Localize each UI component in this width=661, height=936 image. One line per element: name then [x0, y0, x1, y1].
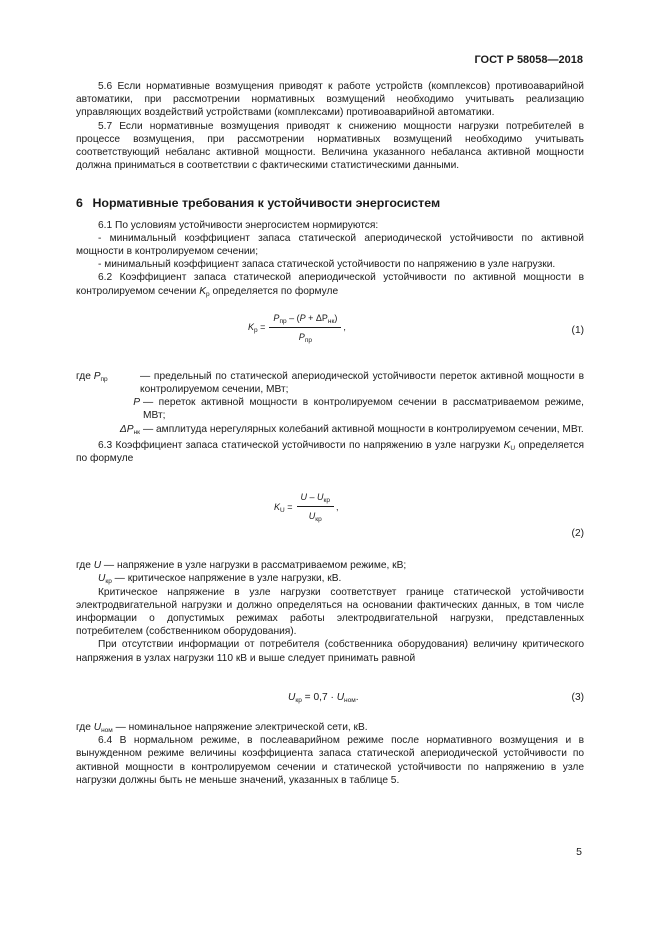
definition-p-pr: где $P_{пр}$ — предельный по статической апериодической устойчивости переток активной мощности в контролируемом сечении, МВт; [76, 370, 584, 396]
section-6-title: Нормативные требования к устойчивости энергосистем [92, 196, 441, 211]
equation-1-denominator: $P_{пр}$ [298, 332, 312, 345]
equation-1-comma: , [343, 322, 346, 333]
equation-1-number: (1) [571, 324, 584, 336]
equation-1-lhs: $K_р$ = [248, 322, 266, 335]
equation-1 [76, 312, 584, 358]
definition-dp-nk-text: — амплитуда нерегулярных колебаний активной мощности в контролируемом сечении, МВт. [143, 423, 584, 435]
where-block-1 [76, 370, 584, 436]
doc-header-code: ГОСТ Р 58058—2018 [474, 54, 583, 66]
paragraph-6-2-text: 6.2 Коэффициент запаса статической апериодической устойчивости по активной мощности в контролируемом сечении [76, 272, 584, 297]
equation-1-fraction [269, 312, 341, 344]
paragraph-6-3: 6.3 Коэффициент запаса статической устойчивости по напряжению в узле нагрузки $K_U$ определяется по формуле [76, 439, 585, 465]
section-6-heading [76, 197, 584, 210]
equation-3-body: $U_{кр} = 0,7 \cdot U_{ном}$. [288, 691, 359, 704]
equation-3 [76, 691, 584, 719]
definition-p-pr-text: — предельный по статической апериодической устойчивости переток активной мощности в контролируемом сечении, МВт; [140, 370, 584, 396]
paragraph-6-2-symbol-sub: р [206, 290, 210, 298]
definition-p: P — переток активной мощности в контролируемом сечении в рассматриваемом режиме, МВт; [133, 397, 584, 422]
equation-1-numerator: $P_{пр} - (P + \Delta P_{нк})$ [269, 312, 341, 328]
paragraph-critical-voltage: Критическое напряжение в узле нагрузки соответствует границе статической устойчивости электродвигательной нагрузки и должно определяться на основании фактических данных, в том числе информации о допустимых режимах работы электродвигательной нагрузки, представленных потребителем (собственником оборудования). [76, 586, 584, 638]
equation-2 [76, 489, 584, 549]
equation-2-number: (2) [571, 528, 584, 540]
equation-2-body [274, 491, 339, 523]
paragraph-absent-info: При отсутствии информации от потребителя (собственника оборудования) величину критического напряжения в узлах нагрузки 110 кВ и выше следует принимать равной [76, 639, 584, 664]
paragraph-6-4: 6.4 В нормальном режиме, в послеаварийном режиме после нормативного возмущения и в вынужденном режиме величины коэффициента запаса статической апериодической устойчивости по активной мощности в контролируемом сечении и статической устойчивости по напряжению в узле нагрузки должны быть не меньше значений, указанных в таблице 5. [76, 735, 584, 786]
equation-3-number: (3) [571, 691, 584, 703]
where-block-2 [76, 559, 584, 585]
equation-1-body [248, 312, 346, 344]
definition-p-text: — переток активной мощности в контролируемом сечении в рассматриваемом режиме, МВт; [143, 397, 584, 422]
section-6-number: 6 [76, 196, 83, 211]
paragraph-5-6: 5.6 Если нормативные возмущения приводят к работе устройств (комплексов) противоаварийной автоматики, при рассмотрении нормативных возмущений необходимо учитывать реализацию управляющих воздействий устройствами (комплексами) противоаварийной автоматики. [76, 81, 584, 119]
document-body [76, 80, 584, 787]
definition-u-nom: где $U_{ном}$ — номинальное напряжение электрической сети, кВ. [76, 721, 368, 734]
page-number: 5 [576, 846, 582, 858]
paragraph-6-2-symbol: K [199, 285, 207, 297]
paragraph-6-2-tail: определяется по формуле [212, 285, 339, 297]
paragraph-5-7: 5.7 Если нормативные возмущения приводят к снижению мощности нагрузки потребителей в процессе возмущения, при рассмотрении нормативных возмущений необходимо учитывать соответствующий небаланс активной мощности. Величина указанного небаланса активной мощности должна приниматься в соответствии с фактическими статистическими данными. [76, 120, 584, 172]
equation-2-lhs: $K_U$ = [274, 501, 293, 514]
paragraph-6-2 [76, 271, 584, 297]
definition-u: где U — напряжение в узле нагрузки в рассматриваемом режиме, кВ; [76, 560, 407, 572]
paragraph-6-1-item-1: - минимальный коэффициент запаса статической апериодической устойчивости по активной мощности в контролируемом сечении; [76, 232, 584, 258]
equation-2-fraction [297, 491, 334, 523]
definition-u-kr: $U_{кр}$ — критическое напряжение в узле нагрузки, кВ. [98, 573, 342, 586]
paragraph-6-1-item-2: - минимальный коэффициент запаса статической устойчивости по напряжению в узле нагрузки. [98, 259, 556, 271]
definition-dp-nk: $\Delta P_{нк}$ — амплитуда нерегулярных колебаний активной мощности в контролируемом сечении, МВт. [119, 423, 584, 436]
equation-2-denominator: $U_{кр}$ [308, 511, 322, 524]
equation-2-comma: , [335, 501, 339, 512]
paragraph-6-1: 6.1 По условиям устойчивости энергосистем нормируются: [98, 219, 379, 231]
equation-2-numerator: U – $U_{кр}$ [297, 491, 334, 507]
